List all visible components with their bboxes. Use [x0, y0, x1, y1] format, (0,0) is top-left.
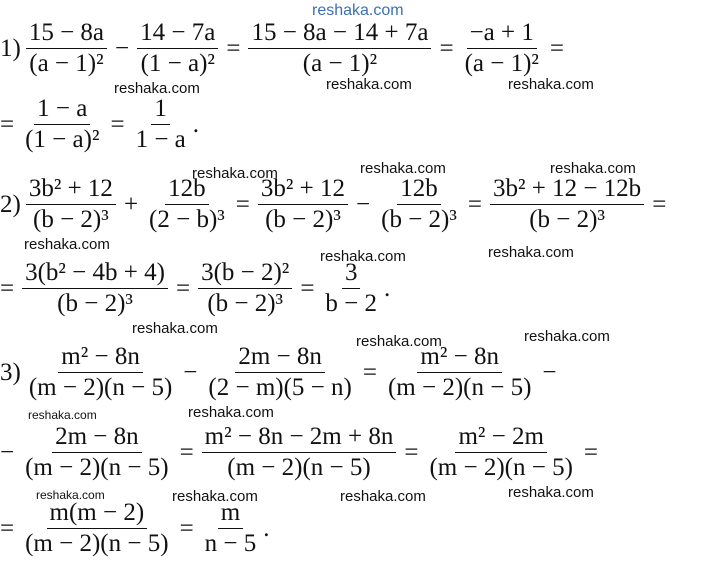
- denominator: (b − 2)³: [265, 206, 341, 234]
- fraction: [146, 176, 228, 234]
- denominator: (b − 2)³: [529, 206, 605, 234]
- numerator: 1 − a: [34, 96, 90, 125]
- equals: =: [549, 34, 565, 62]
- watermark: reshaka.com: [114, 80, 200, 97]
- numerator: 3(b² − 4b + 4): [22, 260, 168, 289]
- denominator: (m − 2)(n − 5): [387, 374, 532, 402]
- watermark: reshaka.com: [340, 488, 426, 505]
- fraction: [322, 260, 380, 318]
- denominator: (m − 2)(n − 5): [227, 454, 371, 482]
- numerator: 3b² + 12: [258, 176, 348, 205]
- watermark: reshaka.com: [508, 484, 594, 501]
- problem1-line1: [0, 20, 569, 78]
- numerator: m² − 8n − 2m + 8n: [202, 424, 397, 453]
- watermark: reshaka.com: [356, 333, 442, 350]
- problem2-line1: [0, 176, 671, 234]
- equals: =: [175, 274, 191, 302]
- period: .: [263, 514, 270, 542]
- problem3-line1: [0, 344, 562, 402]
- equals: =: [0, 110, 15, 138]
- denominator: (a − 1)²: [29, 50, 104, 78]
- fraction: [426, 424, 575, 482]
- numerator: 2m − 8n: [235, 344, 325, 373]
- fraction: [205, 344, 354, 402]
- period: .: [384, 274, 391, 302]
- problem3-line3: [0, 500, 270, 558]
- operator: −: [115, 34, 130, 62]
- fraction: [202, 424, 397, 482]
- denominator: (m − 2)(n − 5): [28, 374, 173, 402]
- numerator: m(m − 2): [47, 500, 148, 529]
- denominator: b − 2: [325, 290, 378, 318]
- equals: =: [300, 274, 315, 302]
- numerator: 3(b − 2)²: [198, 260, 292, 289]
- denominator: (1 − a)²: [140, 50, 215, 78]
- watermark: reshaka.com: [488, 244, 574, 261]
- problem1-label: 1): [0, 34, 21, 62]
- denominator: (b − 2)³: [57, 290, 133, 318]
- fraction: [26, 176, 116, 234]
- watermark: reshaka.com: [188, 404, 274, 421]
- period: .: [192, 110, 200, 138]
- fraction: [462, 20, 542, 78]
- numerator: 12b: [165, 176, 209, 205]
- numerator: 12b: [397, 176, 441, 205]
- fraction: [22, 500, 171, 558]
- watermark: reshaka.com: [24, 236, 110, 253]
- watermark: reshaka.com: [326, 76, 412, 93]
- operator: +: [123, 190, 139, 218]
- denominator: (b − 2)³: [33, 206, 109, 234]
- denominator: (m − 2)(n − 5): [25, 454, 169, 482]
- fraction: [26, 20, 107, 78]
- equals: =: [467, 190, 482, 218]
- denominator: (2 − b)³: [149, 206, 225, 234]
- equals: =: [226, 34, 241, 62]
- operator: −: [542, 358, 557, 386]
- equals: =: [0, 514, 15, 542]
- fraction: [137, 20, 218, 78]
- equals: =: [652, 190, 667, 218]
- numerator: 1: [151, 96, 170, 125]
- fraction: [490, 176, 644, 234]
- watermark: reshaka.com: [550, 160, 636, 177]
- watermark: reshaka.com: [360, 160, 446, 177]
- denominator: (a − 1)²: [302, 50, 378, 78]
- denominator: n − 5: [204, 530, 257, 558]
- equals: =: [583, 438, 599, 466]
- numerator: 3: [342, 260, 361, 289]
- numerator: 3b² + 12: [26, 176, 116, 205]
- fraction: [22, 260, 168, 318]
- equals: =: [179, 438, 194, 466]
- problem1-line2: [0, 96, 199, 154]
- denominator: (m − 2)(n − 5): [25, 530, 169, 558]
- numerator: 2m − 8n: [52, 424, 142, 453]
- operator: −: [0, 438, 15, 466]
- watermark: reshaka.com: [192, 165, 278, 182]
- fraction: [26, 344, 175, 402]
- denominator: (m − 2)(n − 5): [429, 454, 573, 482]
- denominator: (1 − a)²: [25, 126, 100, 154]
- numerator: m² − 8n: [417, 344, 502, 373]
- watermark: reshaka.com: [172, 488, 258, 505]
- equals: =: [110, 110, 125, 138]
- equals: =: [404, 438, 419, 466]
- numerator: −a + 1: [467, 20, 537, 49]
- operator: −: [356, 190, 371, 218]
- fraction: [198, 260, 292, 318]
- watermark: reshaka.com: [132, 320, 218, 337]
- operator: −: [183, 358, 198, 386]
- fraction: [133, 96, 189, 154]
- watermark: reshaka.com: [320, 248, 406, 265]
- denominator: (b − 2)³: [381, 206, 457, 234]
- numerator: 3b² + 12 − 12b: [490, 176, 644, 205]
- numerator: m² − 2m: [455, 424, 547, 453]
- equals: =: [235, 190, 250, 218]
- numerator: 15 − 8a: [26, 20, 107, 49]
- denominator: (a − 1)²: [464, 50, 539, 78]
- watermark: reshaka.com: [28, 408, 97, 422]
- fraction: [385, 344, 534, 402]
- fraction: [22, 96, 102, 154]
- watermark: reshaka.com: [524, 328, 610, 345]
- denominator: (b − 2)³: [207, 290, 284, 318]
- numerator: 14 − 7a: [137, 20, 218, 49]
- numerator: m: [218, 500, 243, 529]
- equals: =: [0, 274, 15, 302]
- fraction: [248, 20, 431, 78]
- numerator: 15 − 8a − 14 + 7a: [248, 20, 431, 49]
- problem2-label: 2): [0, 190, 21, 218]
- fraction: [202, 500, 260, 558]
- problem2-line2: [0, 260, 390, 318]
- problem3-label: 3): [0, 358, 21, 386]
- equals: =: [362, 358, 377, 386]
- problem3-line2: [0, 424, 603, 482]
- numerator: m² − 8n: [58, 344, 143, 373]
- fraction: [258, 176, 348, 234]
- fraction: [22, 424, 171, 482]
- watermark: reshaka.com: [36, 488, 105, 502]
- fraction: [378, 176, 460, 234]
- equals: =: [179, 514, 194, 542]
- equals: =: [439, 34, 454, 62]
- denominator: (2 − m)(5 − n): [208, 374, 352, 402]
- watermark: reshaka.com: [508, 76, 594, 93]
- watermark-top: reshaka.com: [312, 2, 404, 19]
- denominator: 1 − a: [135, 126, 186, 154]
